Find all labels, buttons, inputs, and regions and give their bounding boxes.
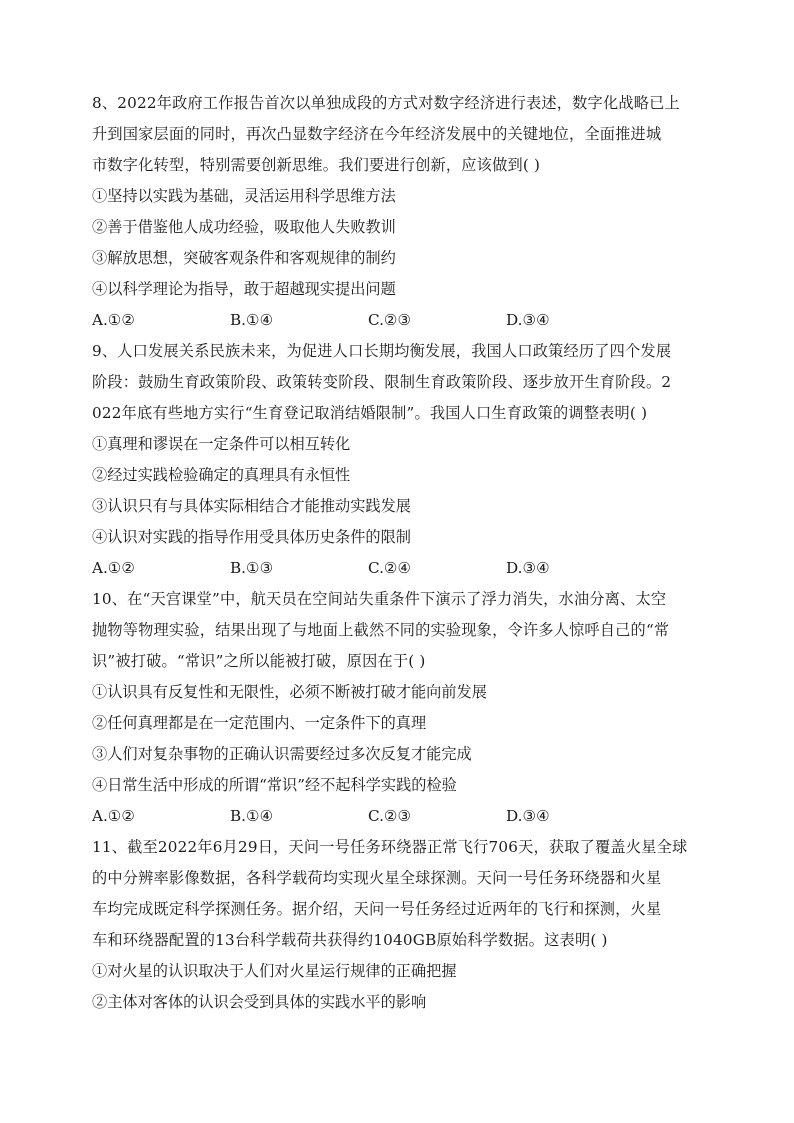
exam-page [92, 88, 706, 1018]
question-stem-line: 的中分辨率影像数据，各科学载荷均实现火星全球探测。天问一号任务环绕器和火星 [92, 869, 662, 887]
option-a[interactable]: A.①② [92, 311, 136, 329]
option-c[interactable]: C.②③ [368, 311, 412, 329]
question-11 [92, 832, 706, 1018]
option-d[interactable]: D.③④ [506, 807, 550, 825]
question-stem-line: 车和环绕器配置的13台科学载荷共获得约1040GB原始科学数据。这表明( ) [92, 931, 608, 949]
statement-1: ①对火星的认识取决于人们对火星运行规律的正确把握 [92, 962, 457, 980]
question-stem-line: 车均完成既定科学探测任务。据介绍，天问一号任务经过近两年的飞行和探测，火星 [92, 900, 662, 918]
answer-options [92, 801, 706, 832]
question-10 [92, 584, 706, 832]
answer-options [92, 553, 706, 584]
option-c[interactable]: C.②④ [368, 559, 412, 577]
option-b[interactable]: B.①④ [230, 807, 274, 825]
statement-3: ③解放思想，突破客观条件和客观规律的制约 [92, 249, 396, 267]
question-stem-line: 10、在“天宫课堂”中，航天员在空间站失重条件下演示了浮力消失，水油分离、太空 [92, 590, 667, 608]
option-c[interactable]: C.②③ [368, 807, 412, 825]
statement-4: ④以科学理论为指导，敢于超越现实提出问题 [92, 280, 396, 298]
question-stem-line: 识”被打破。“常识”之所以能被打破，原因在于( ) [92, 652, 426, 670]
question-stem-line: 市数字化转型，特别需要创新思维。我们要进行创新，应该做到( ) [92, 156, 541, 174]
question-9 [92, 336, 706, 584]
statement-3: ③认识只有与具体实际相结合才能推动实践发展 [92, 497, 411, 515]
statement-1: ①坚持以实践为基础，灵活运用科学思维方法 [92, 187, 396, 205]
question-stem-line: 阶段：鼓励生育政策阶段、政策转变阶段、限制生育政策阶段、逐步放开生育阶段。2 [92, 373, 672, 391]
statement-1: ①认识具有反复性和无限性，必须不断被打破才能向前发展 [92, 683, 487, 701]
question-stem-line: 升到国家层面的同时，再次凸显数字经济在今年经济发展中的关键地位，全面推进城 [92, 125, 662, 143]
option-b[interactable]: B.①③ [230, 559, 274, 577]
statement-1: ①真理和谬误在一定条件可以相互转化 [92, 435, 351, 453]
question-stem-line: 022年底有些地方实行“生育登记取消结婚限制”。我国人口生育政策的调整表明( ) [92, 404, 648, 422]
question-8 [92, 88, 706, 336]
statement-4: ④日常生活中形成的所谓“常识”经不起科学实践的检验 [92, 776, 457, 794]
question-stem-line: 11、截至2022年6月29日，天问一号任务环绕器正常飞行706天，获取了覆盖火星全球 [92, 838, 688, 856]
option-b[interactable]: B.①④ [230, 311, 274, 329]
statement-3: ③人们对复杂事物的正确认识需要经过多次反复才能完成 [92, 745, 472, 763]
option-d[interactable]: D.③④ [506, 311, 550, 329]
question-stem-line: 9、人口发展关系民族未来，为促进人口长期均衡发展，我国人口政策经历了四个发展 [92, 342, 672, 360]
answer-options [92, 305, 706, 336]
option-d[interactable]: D.③④ [506, 559, 550, 577]
question-stem-line: 8、2022年政府工作报告首次以单独成段的方式对数字经济进行表述，数字化战略已上 [92, 94, 680, 112]
statement-2: ②善于借鉴他人成功经验，吸取他人失败教训 [92, 218, 396, 236]
option-a[interactable]: A.①② [92, 559, 136, 577]
option-a[interactable]: A.①② [92, 807, 136, 825]
statement-2: ②主体对客体的认识会受到具体的实践水平的影响 [92, 993, 427, 1011]
statement-2: ②经过实践检验确定的真理具有永恒性 [92, 466, 351, 484]
statement-4: ④认识对实践的指导作用受具体历史条件的限制 [92, 528, 411, 546]
question-stem-line: 抛物等物理实验，结果出现了与地面上截然不同的实验现象，令许多人惊呼自己的“常 [92, 621, 670, 639]
statement-2: ②任何真理都是在一定范围内、一定条件下的真理 [92, 714, 427, 732]
